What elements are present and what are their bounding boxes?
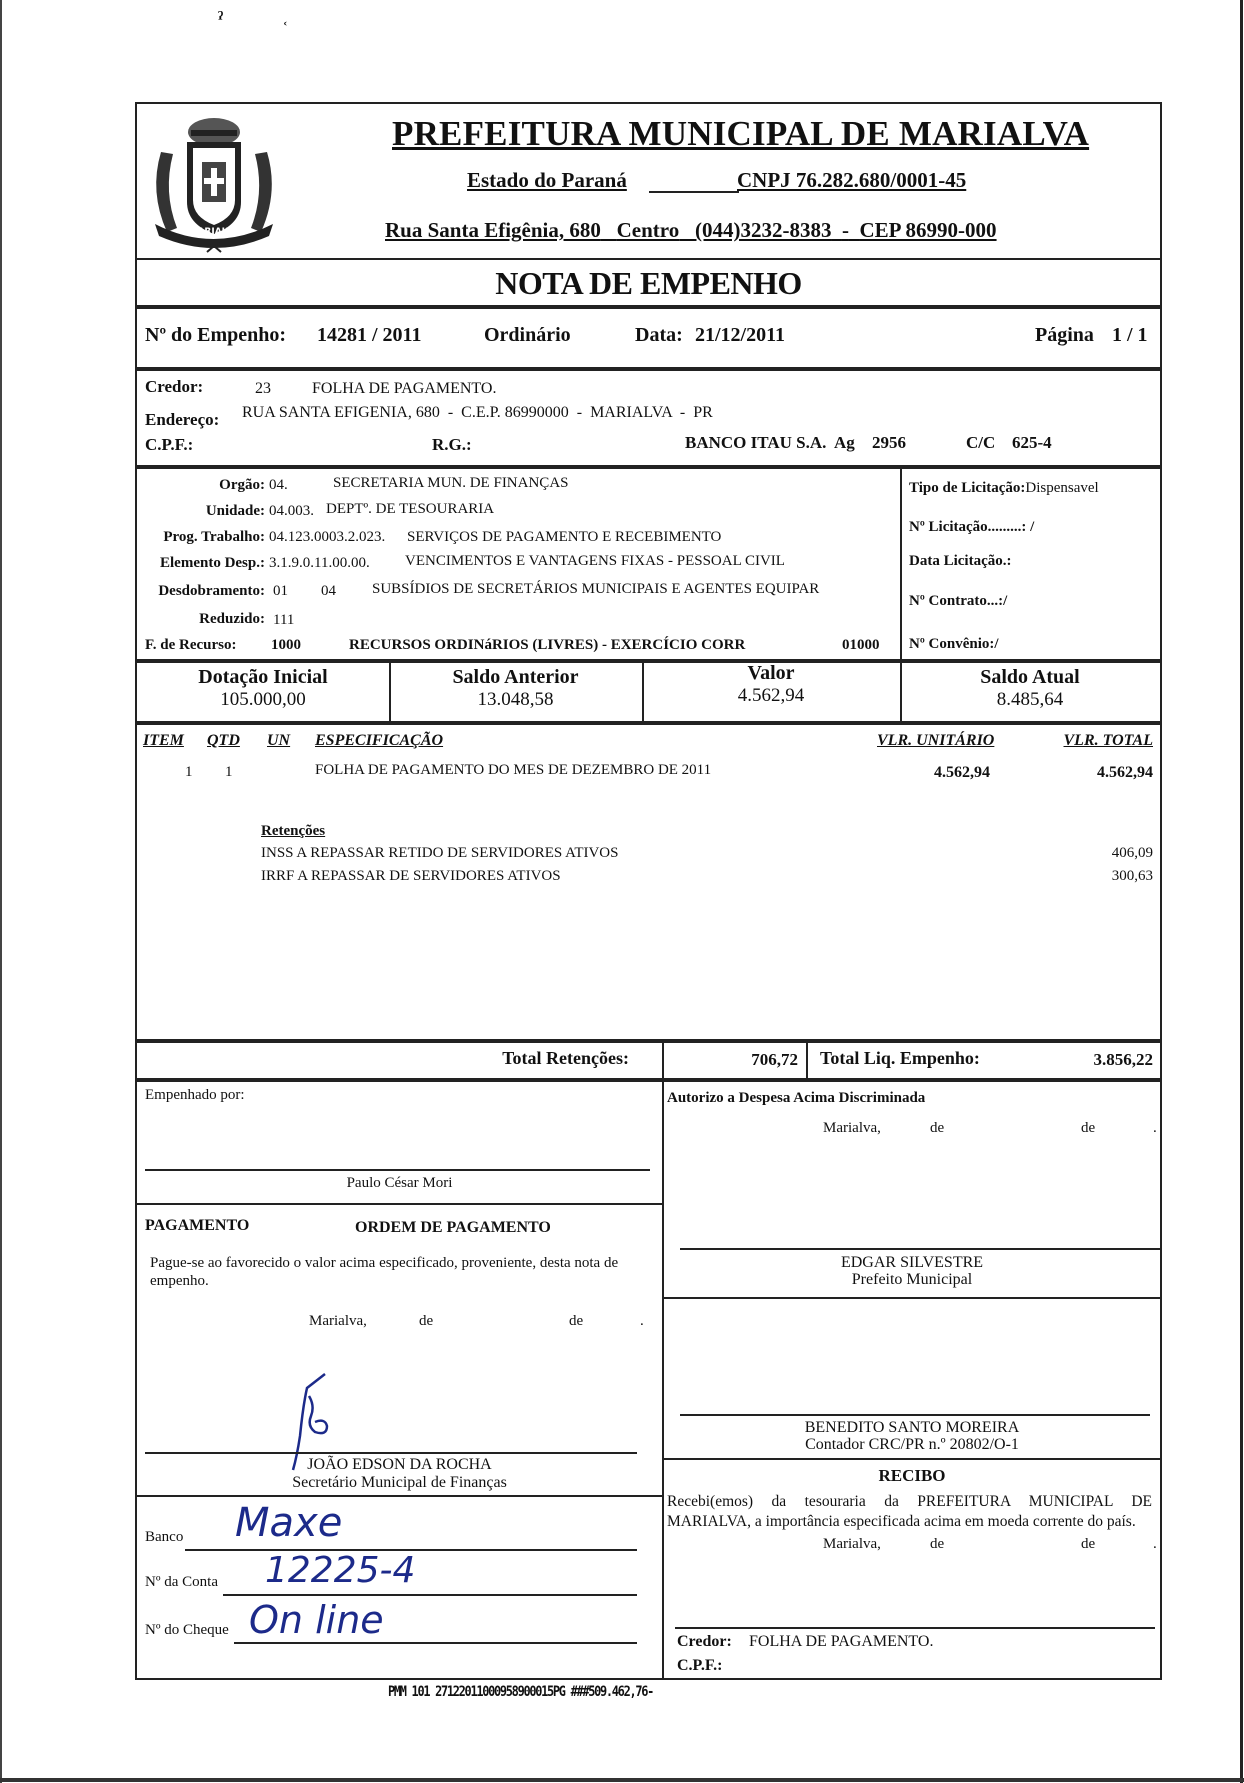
signer-role: Secretário Municipal de Finanças	[292, 1474, 507, 1491]
recibo-title: RECIBO	[878, 1466, 946, 1485]
pagamento-text: Pague-se ao favorecido o valor acima especificado, proveniente, desta nota de empenho.	[150, 1255, 619, 1289]
empenho-type: Ordinário	[484, 324, 571, 346]
credor-code: 23	[255, 380, 271, 397]
authentication-stamp: PMM 101 27122011000958900015PG ###509.462,76-	[388, 1684, 654, 1700]
total-retencoes-label: Total Retenções:	[502, 1048, 629, 1068]
col-total-value: VLR. TOTAL	[1063, 732, 1153, 749]
banco-label: Banco	[145, 1529, 184, 1545]
autorizo-de: de	[930, 1120, 945, 1136]
bank-name: BANCO ITAU S.A.	[685, 433, 827, 452]
signer-role: Prefeito Municipal	[851, 1271, 973, 1288]
balance-value: 4.562,94	[737, 685, 805, 706]
account-label: C/C	[966, 433, 996, 452]
cheque-line	[234, 1642, 637, 1644]
pagamento-de: de	[419, 1313, 434, 1329]
separator: -	[841, 218, 849, 242]
address-label: Endereço:	[145, 410, 220, 429]
licitacao-tipo-value: Dispensavel	[1025, 480, 1099, 496]
recibo-credor-name: FOLHA DE PAGAMENTO.	[749, 1633, 934, 1650]
divider	[806, 1041, 808, 1079]
pagamento-signer	[137, 1456, 662, 1492]
empenhado-name: Paulo César Mori	[346, 1175, 453, 1191]
document-title: NOTA DE EMPENHO	[495, 265, 802, 301]
col-qtd: QTD	[207, 732, 240, 749]
recibo-dot: .	[1153, 1536, 1157, 1552]
balance-dotacao	[137, 666, 389, 711]
item-number: 1	[185, 764, 193, 780]
recurso-name: RECURSOS ORDINáRIOS (LIVRES) - EXERCÍCIO CORR	[349, 637, 746, 653]
empenho-number: 14281 / 2011	[317, 324, 422, 346]
paper-edge	[1240, 0, 1243, 1783]
reduzido-label: Reduzido:	[199, 611, 265, 627]
credor-address: RUA SANTA EFIGENIA, 680 - C.E.P. 86990000 - MARIALVA - PR	[242, 404, 713, 421]
pagamento-label: PAGAMENTO	[145, 1217, 250, 1234]
empenhado-label: Empenhado por:	[145, 1087, 245, 1103]
agency-number: 2956	[872, 433, 906, 452]
recibo-de: de	[1081, 1536, 1096, 1552]
cheque-label: Nº do Cheque	[145, 1622, 229, 1638]
divider	[137, 367, 1160, 371]
balance-saldo-atual	[900, 666, 1160, 711]
empenho-date-label: Data:	[635, 324, 683, 346]
licitacao-tipo-label	[909, 480, 1099, 497]
balance-label: Valor	[747, 662, 795, 684]
credor-label: Credor:	[145, 377, 204, 396]
divider	[137, 721, 1160, 725]
signature-line	[680, 1414, 1150, 1416]
autorizo-de: de	[1081, 1120, 1096, 1136]
signature-line	[145, 1169, 650, 1171]
item-unit-value: 4.562,94	[934, 764, 990, 781]
recurso-code: 1000	[271, 637, 301, 653]
recibo-credor-label: Credor:	[677, 1633, 732, 1650]
rg-label: R.G.:	[432, 435, 472, 454]
divider	[900, 467, 902, 659]
signature-line	[675, 1627, 1155, 1629]
convenio-label: Nº Convênio:/	[909, 636, 999, 652]
paper-edge	[0, 1778, 1244, 1782]
signer-role: Contador CRC/PR n.º 20802/O-1	[805, 1436, 1019, 1453]
district: Centro	[616, 218, 680, 242]
table-row	[137, 764, 1160, 788]
cheque-value[interactable]: On line	[249, 1598, 384, 1642]
autorizo-title: Autorizo a Despesa Acima Discriminada	[667, 1090, 926, 1106]
elemento-label: Elemento Desp.:	[160, 555, 265, 571]
pagamento-dot: .	[640, 1313, 644, 1329]
col-item: ITEM	[143, 732, 184, 749]
coat-of-arms-icon	[147, 112, 282, 257]
svg-text:MARIALVA: MARIALVA	[188, 227, 240, 237]
balance-saldo-anterior	[389, 666, 642, 711]
scan-mark: ˀ	[218, 8, 224, 30]
conta-line	[223, 1594, 637, 1596]
nota-de-empenho-form	[135, 102, 1162, 1680]
recibo-city: Marialva,	[823, 1536, 881, 1552]
desdobramento-code2: 04	[321, 583, 336, 599]
recibo-cpf-label: C.P.F.:	[677, 1657, 723, 1674]
prog-label: Prog. Trabalho:	[163, 529, 265, 545]
col-unit-value: VLR. UNITÁRIO	[877, 732, 995, 749]
elemento-name: VENCIMENTOS E VANTAGENS FIXAS - PESSOAL CIVIL	[405, 553, 785, 569]
elemento-code: 3.1.9.0.11.00.00.	[269, 555, 370, 571]
licitacao-date-label: Data Licitação.:	[909, 553, 1012, 569]
desdobramento-label: Desdobramento:	[158, 583, 265, 599]
ordem-pagamento-title: ORDEM DE PAGAMENTO	[355, 1219, 551, 1236]
contrato-label: Nº Contrato...:/	[909, 593, 1008, 609]
divider	[664, 1458, 1160, 1460]
empenho-number-label: Nº do Empenho:	[145, 324, 287, 346]
licitacao-tipo-label-text: Tipo de Licitação:	[909, 480, 1026, 496]
retencao-value: 300,63	[1111, 868, 1153, 884]
balance-value: 8.485,64	[996, 689, 1064, 710]
balance-label: Saldo Anterior	[452, 666, 579, 688]
item-total-value: 4.562,94	[1097, 764, 1153, 781]
autorizo-city: Marialva,	[823, 1120, 881, 1136]
recibo-de: de	[930, 1536, 945, 1552]
contador-signer	[664, 1419, 1160, 1453]
divider	[137, 1495, 662, 1497]
recurso-label: F. de Recurso:	[145, 637, 237, 653]
retencoes-title: Retenções	[261, 823, 326, 839]
orgao-code: 04.	[269, 477, 288, 493]
municipality-title: PREFEITURA MUNICIPAL DE MARIALVA	[392, 114, 1090, 153]
reduzido-value: 111	[273, 612, 295, 628]
col-especificacao: ESPECIFICAÇÃO	[315, 732, 444, 749]
divider	[664, 1297, 1160, 1299]
retencao-value: 406,09	[1111, 845, 1153, 861]
banco-value[interactable]: Maxe	[235, 1500, 343, 1546]
retencao-desc: INSS A REPASSAR RETIDO DE SERVIDORES ATIVOS	[261, 845, 619, 861]
agency-label: Ag	[834, 433, 855, 452]
item-qtd: 1	[225, 764, 233, 780]
signature-line	[145, 1452, 637, 1454]
balance-value: 13.048,58	[477, 689, 554, 710]
underline-spacer	[649, 168, 739, 193]
licitacao-number-label: Nº Licitação.........: /	[909, 519, 1035, 535]
total-liquido-label: Total Liq. Empenho:	[820, 1048, 980, 1068]
pagamento-de: de	[569, 1313, 584, 1329]
cpf-label: C.P.F.:	[145, 435, 194, 454]
col-un: UN	[267, 732, 291, 749]
conta-value[interactable]: 12225-4	[265, 1550, 416, 1591]
autorizo-signer	[664, 1254, 1160, 1288]
page-label: Página	[1035, 324, 1094, 346]
page-number: 1 / 1	[1112, 324, 1148, 346]
cnpj-label: CNPJ 76.282.680/0001-45	[737, 168, 967, 192]
divider	[137, 1039, 1160, 1043]
retencao-desc: IRRF A REPASSAR DE SERVIDORES ATIVOS	[261, 868, 561, 884]
item-spec: FOLHA DE PAGAMENTO DO MES DE DEZEMBRO DE 2011	[315, 762, 712, 778]
phone: (044)3232-8383	[694, 218, 832, 242]
account-number: 625-4	[1012, 433, 1052, 452]
conta-label: Nº da Conta	[145, 1574, 218, 1590]
signer-name: EDGAR SILVESTRE	[840, 1254, 984, 1271]
desdobramento-code1: 01	[273, 583, 288, 599]
cep: CEP 86990-000	[859, 218, 997, 242]
address-line	[385, 218, 997, 243]
balance-valor	[642, 662, 900, 707]
balance-label: Saldo Atual	[980, 666, 1080, 688]
unidade-name: DEPTº. DE TESOURARIA	[326, 501, 495, 517]
scan-mark: ˱	[282, 4, 289, 26]
desdobramento-name: SUBSÍDIOS DE SECRETÁRIOS MUNICIPAIS E AGENTES EQUIPAR	[372, 581, 820, 597]
signer-name: BENEDITO SANTO MOREIRA	[804, 1419, 1020, 1436]
divider	[137, 1203, 662, 1205]
state-label: Estado do Paraná	[467, 168, 627, 192]
signer-name: JOÃO EDSON DA ROCHA	[307, 1456, 492, 1473]
pagamento-city: Marialva,	[309, 1313, 367, 1329]
prog-name: SERVIÇOS DE PAGAMENTO E RECEBIMENTO	[407, 529, 722, 545]
unidade-code: 04.003.	[269, 503, 314, 519]
recibo-text: Recebi(emos) da tesouraria da PREFEITURA MUNICIPAL DE MARIALVA, a importância especificada acima em moeda corrente do país.	[667, 1493, 1152, 1530]
autorizo-dot: .	[1153, 1120, 1157, 1136]
street: Rua Santa Efigênia, 680	[385, 218, 601, 242]
balance-label: Dotação Inicial	[198, 666, 328, 688]
prog-code: 04.123.0003.2.023.	[269, 529, 386, 545]
orgao-label: Orgão:	[219, 477, 265, 493]
total-liquido-value: 3.856,22	[1093, 1050, 1153, 1069]
credor-name: FOLHA DE PAGAMENTO.	[312, 380, 497, 397]
unidade-label: Unidade:	[205, 503, 265, 519]
divider	[137, 1078, 1160, 1082]
recurso-code2: 01000	[842, 637, 880, 653]
divider	[137, 465, 1160, 469]
empenho-date: 21/12/2011	[695, 324, 786, 346]
divider	[662, 1080, 664, 1680]
total-retencoes-value: 706,72	[751, 1050, 798, 1069]
orgao-name: SECRETARIA MUN. DE FINANÇAS	[333, 475, 569, 491]
divider	[137, 305, 1160, 309]
signature-line	[680, 1248, 1160, 1250]
balance-value: 105.000,00	[220, 689, 306, 710]
paper-edge	[0, 0, 2, 1783]
